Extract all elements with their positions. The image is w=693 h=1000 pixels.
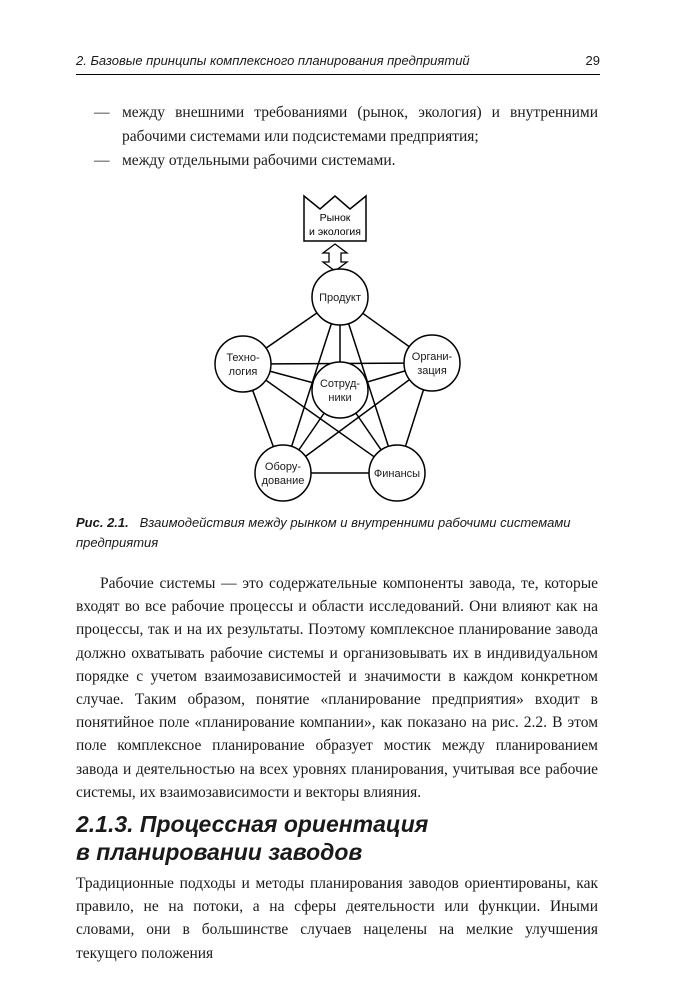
section-heading-line2: в планировании заводов (76, 839, 363, 865)
node-equipment (255, 445, 311, 501)
node-technology-label-line1: Техно- (226, 352, 260, 364)
bullet-list (76, 101, 598, 173)
node-staff-label-line2: ники (328, 392, 352, 404)
section-heading (76, 810, 598, 866)
figure-caption (76, 513, 586, 553)
node-finance (369, 445, 425, 501)
body-paragraph: Рабочие системы — это содержательные компоненты завода, те, которые входят во все рабочие процессы и области исследований. Они влияют как на процессы, так и на их результаты. Поэтому комплексное планирование завода должно охватывать рабочие системы и организовывать их в индивидуальном порядке с учетом взаимозависимостей и значимости в каждом конкретном случае. Таким образом, понятие «планирование предприятия» входит в понятийное поле «планирование компании», как показано на рис. 2.2. В этом поле комплексное планирование образует мостик между планированием завода и деятельностью на всех уровнях планирования, учитывая все рабочие системы, их взаимозависимости и векторы влияния. (76, 575, 598, 801)
node-finance-label: Финансы (373, 468, 421, 480)
running-head-title: 2. Базовые принципы комплексного планирования предприятий (76, 53, 470, 68)
node-technology (215, 336, 271, 392)
node-organization-label-line1: Органи- (411, 351, 453, 363)
interaction-diagram (200, 188, 470, 510)
figure-caption-label: Рис. 2.1. (76, 515, 129, 530)
bullet-item (76, 101, 598, 149)
double-arrow-icon (323, 244, 347, 271)
node-technology-label-line2: логия (228, 366, 258, 378)
node-staff (312, 362, 368, 418)
node-staff-label-line1: Сотруд- (319, 378, 361, 390)
page-number: 29 (585, 53, 600, 68)
section-paragraph: Традиционные подходы и методы планирования заводов ориентированы, как правило, не на потоки, а на сферы деятельности или функции. Иными словами, они в большинстве случаев нацелены на мелкие улучшения текущего положения (76, 875, 598, 962)
node-product (312, 269, 368, 325)
bullet-dash: — (94, 152, 110, 169)
node-organization-label-line2: зация (417, 365, 447, 377)
bullet-item (76, 149, 598, 173)
bullet-text: между внешними требованиями (рынок, экология) и внутренними рабочими системами или подсистемами предприятия; (122, 104, 598, 145)
figure-caption-text: Взаимодействия между рынком и внутренними рабочими системами предприятия (76, 515, 571, 550)
node-equipment-label-line2: дование (261, 475, 305, 487)
header-rule (76, 74, 600, 75)
bullet-text: между отдельными рабочими системами. (122, 152, 396, 169)
node-equipment-label-line1: Обору- (264, 461, 302, 473)
node-product-label: Продукт (319, 292, 361, 304)
node-organization (404, 335, 460, 391)
crown-label-line2: и экология (309, 226, 361, 238)
crown-label-line1: Рынок (319, 212, 351, 224)
bullet-dash: — (94, 104, 110, 121)
section-heading-line1: 2.1.3. Процессная ориентация (76, 811, 429, 837)
